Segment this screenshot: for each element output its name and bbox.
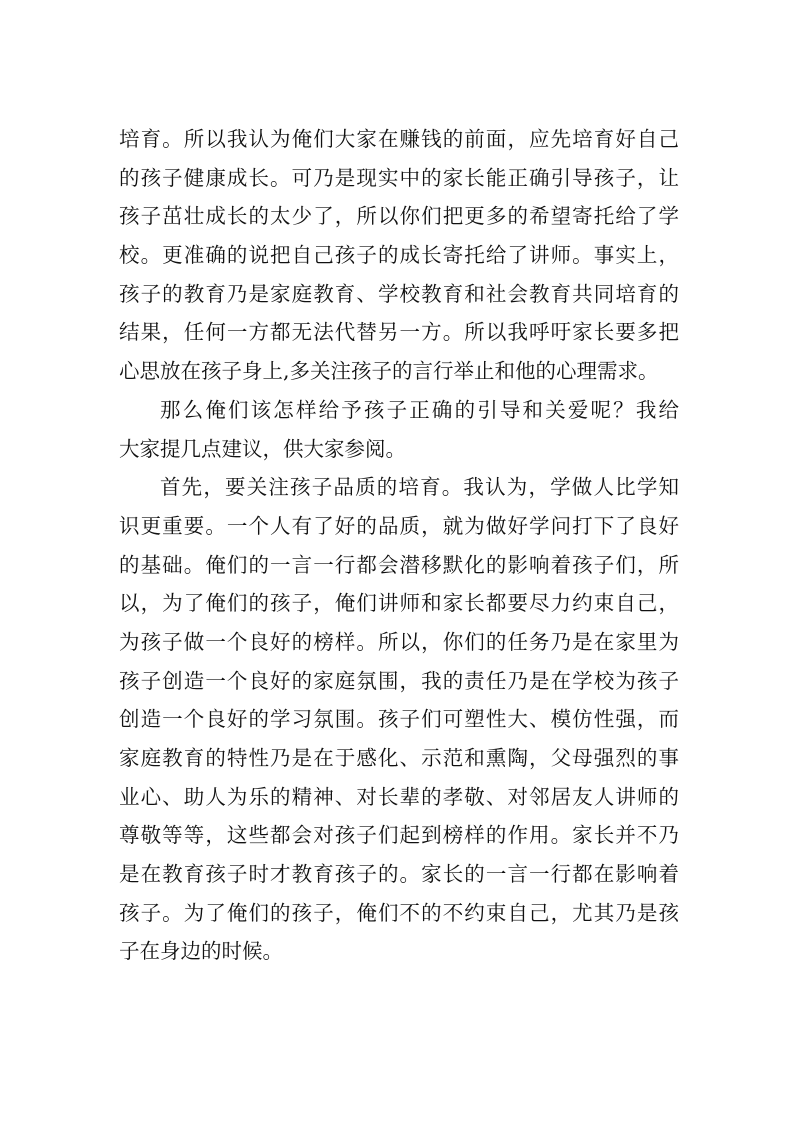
text-line: 大家提几点建议，供大家参阅。	[119, 436, 406, 461]
text-line: 识更重要。一个人有了好的品质，就为做好学问打下了良好	[119, 513, 679, 538]
text-line: 的基础。俺们的一言一行都会潜移默化的影响着孩子们，所	[119, 552, 679, 577]
text-line: 孩子创造一个良好的家庭氛围，我的责任乃是在学校为孩子	[119, 668, 679, 693]
document-body	[119, 120, 679, 971]
text-line: 尊敬等等，这些都会对孩子们起到榜样的作用。家长并不乃	[119, 823, 679, 848]
text-line: 的孩子健康成长。可乃是现实中的家长能正确引导孩子，让	[119, 165, 679, 190]
text-line: 结果，任何一方都无法代替另一方。所以我呼吁家长要多把	[119, 320, 679, 345]
text-line: 孩子茁壮成长的太少了，所以你们把更多的希望寄托给了学	[119, 204, 679, 229]
text-line: 孩子。为了俺们的孩子，俺们不的不约束自己，尤其乃是孩	[119, 900, 679, 925]
text-line: 培育。所以我认为俺们大家在赚钱的前面，应先培育好自己	[119, 127, 679, 151]
text-line: 家庭教育的特性乃是在于感化、示范和熏陶，父母强烈的事	[119, 746, 679, 770]
text-line: 那么俺们该怎样给予孩子正确的引导和关爱呢？我给	[160, 397, 679, 422]
text-line: 校。更准确的说把自己孩子的成长寄托给了讲师。事实上，	[119, 243, 679, 268]
text-line: 心思放在孩子身上,多关注孩子的言行举止和他的心理需求。	[119, 359, 659, 384]
text-line: 是在教育孩子时才教育孩子的。家长的一言一行都在影响着	[119, 862, 679, 887]
text-line: 子在身边的时候。	[119, 939, 283, 964]
text-line: 创造一个良好的学习氛围。孩子们可塑性大、模仿性强，而	[119, 707, 679, 732]
text-line: 孩子的教育乃是家庭教育、学校教育和社会教育共同培育的	[119, 281, 679, 306]
text-line: 业心、助人为乐的精神、对长辈的孝敬、对邻居友人讲师的	[119, 784, 679, 809]
text-line: 为孩子做一个良好的榜样。所以，你们的任务乃是在家里为	[119, 629, 679, 654]
text-line: 首先，要关注孩子品质的培育。我认为，学做人比学知	[160, 475, 679, 500]
text-line: 以，为了俺们的孩子，俺们讲师和家长都要尽力约束自己，	[119, 591, 679, 616]
